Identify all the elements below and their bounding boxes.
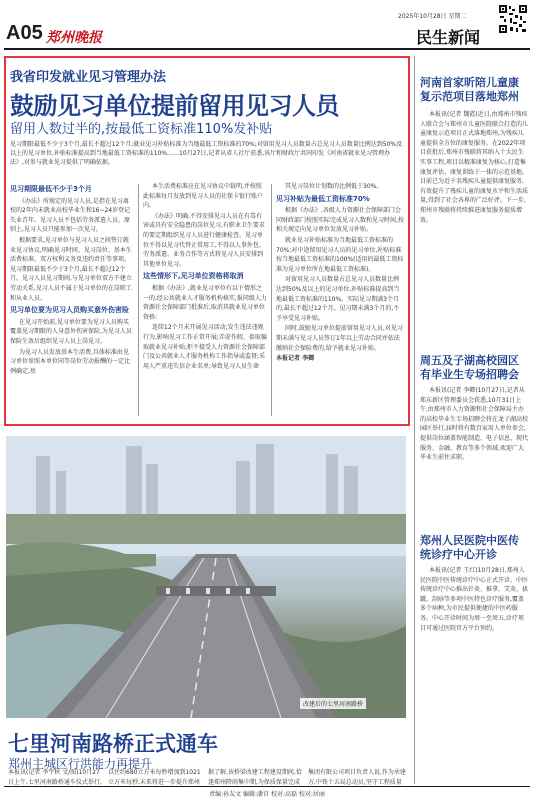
lead-column-2	[143, 182, 267, 420]
lead-paragraph-text: 《办法》明确,不得安排见习人员在有毒有害或具有安全隐患的岗位见习,有职业卫生要求的要定期组织见习人员进行健康检查。见习单位不得以见习代替正常用工,不得以人事外包、劳务派遣、业务合作等方式将见习人员安排到其他单位见习。	[143, 212, 265, 268]
bridge-column-4: 集团有限公司项目负责人说,作为承建方,中铁十五局总动员,坚守工程质量	[308, 769, 406, 786]
bridge-subhead: 郑州主城区行洪能力再提升	[8, 757, 153, 771]
right-story-2-title: 周五及子湖高校园区有毕业生专场招聘会	[420, 354, 519, 381]
lead-paragraph-text: 连续12个月未开展见习活动;发生违法违规行为,影响见习工作正常开展;弄虚作假、套取骗取就业见习补贴;拒不接受人力资源社会保障部门及公共就业人才服务机构工作指导或监督;采用人严重违失信企业名单;导致见习人员生命	[143, 324, 267, 370]
bridge-column-2: 以往约680立方米每秒增加到1021立方米每秒,未来将进一步提升郑州	[108, 769, 201, 786]
lead-paragraph-text: 在见习开始前,见习单位要为见习人员购买覆盖见习期限的人身意外伤害保险,为见习人员保险生效后组织见习人员上岗见习。	[10, 318, 132, 345]
photo-caption: 改建后的七里河南路桥	[300, 698, 366, 709]
lead-column-3	[276, 182, 404, 420]
lead-paragraph-text: 根据《办法》,就业见习单位有以下情形之一的,经公共就业人才服务机构核实,报同级人力资源社会保障部门批准后,取消其就业见习单位资格:	[143, 284, 267, 321]
lead-paragraph-text: 根据《办法》,各级人力资源社会保障部门会同财政部门按照实际完成见习人数和见习时间,按相关规定向见习单位发放见习补贴。	[276, 207, 404, 234]
lead-subhead: 留用人数过半的,按最低工资标准110%发补贴	[10, 122, 273, 137]
right-story-3-title: 郑州人民医院中医传统诊疗中心开诊	[420, 534, 519, 561]
lead-paragraph-text: 对留用见习人员数量占总见习人员数量比例达到50%及以上的见习单位,补贴标准提高到当地最低工资标准的110%。实际见习期满3个月的,最长不超过12个月。见习期未满3个月的,不予享受见习补贴。	[276, 276, 400, 322]
qr-code-icon	[498, 4, 528, 34]
issue-date: 2025年10月28日 星期二	[398, 13, 467, 20]
lead-paragraph-text: 本生活费标准应在见习协议中载明,并按照此标准每月发放到见习人员的社保卡银行账户内。	[143, 183, 264, 210]
lead-paragraph-text: 《办法》所规定的见习人员,是指在见习离校的2年内未就业高校毕业生和16~24岁登记失业青年。见习人员不包括劳务派遣人员。原则上,见习人员只能参加一次见习。	[10, 197, 131, 234]
lead-section-heading: 见习补贴为最低工资标准70%	[276, 194, 370, 203]
column-divider	[138, 184, 139, 416]
lead-kicker: 我省印发就业见习管理办法	[10, 70, 167, 85]
lead-headline: 鼓励见习单位提前留用见习人员	[10, 91, 339, 120]
lead-paragraph: 见习期限最低不少于3个月,最长不超过12个月;就业见习补贴标准为当地最低工资标准的70%;对留用见习人员数量占总见习人员数量比例达到50%及以上的见习单位,补贴标准提高到当地最低工资标准的110%……10月27日,记者从省人社厅获悉,该厅和财政厅共同印发《河南省就业见习管理办法》,对参与就业见习提供了明确依据。	[10, 141, 403, 166]
right-column-divider	[414, 56, 415, 784]
lead-paragraph-text: 根据要求,见习单位与见习人员之间签订就业见习协议,明确见习时间、见习岗位、基本生活费标准、双方权利义务及违约责任等事项。见习期限最低不少于3个月,最长不超过12个月。见习人员见习期间,与见习单位双方不建立劳动关系,见习人员不属于见习单位的在岗职工和从业人员。	[10, 236, 132, 302]
right-story-1-body: 本报讯(记者 魏霞)近日,由郑州市残疾人联合会与郑州市儿童医院联合打造的儿童康复示范项目正式落地郑州,为残疾儿童提供全方位的康复服务。在2022年项目获批后,郑州市残联将其纳入十大民生实事工程,项目以精准康复为核心,打造集康复评估、康复训练于一体的示范基地。目前已为近千名残疾儿童提供康复服务,有效提升了残疾儿童的康复水平和生活质量,得到了社会各界的广泛好评。下一步,郑州市残联将持续推进康复服务提质增效。	[420, 111, 528, 224]
right-story-1-title: 河南首家昕陪儿童康复示范项目落地郑州	[420, 76, 519, 103]
lead-section-heading: 见习单位要为见习人员购买意外伤害险	[10, 306, 129, 315]
newspaper-brand: 郑州晚报	[46, 30, 102, 46]
right-story-3-body: 本报讯(记者 王红)10月28日,郑州人民医院中医传统诊疗中心正式开诊。中医传统诊疗中心推出针灸、推拿、艾灸、拔罐、刮痧等多项中医特色诊疗服务,覆盖多个病种,为市民提供便捷的中医药服务。中心开诊时间为周一至周五,诊疗项目可通过医院官方平台预约。	[420, 567, 528, 632]
page-footer: 责编:孙友文 编辑:潘宫 校对:高磊 校对:居丽	[4, 786, 530, 798]
lead-section-heading: 见习期限最低不少于3个月	[10, 185, 92, 193]
lead-paragraph-text: 为见习人员发放基本生活费,具体标准由见习单位参照本单位同等岗位劳动报酬的一定比例确定,基	[10, 348, 131, 375]
bridge-photo	[6, 436, 406, 718]
lead-paragraph-text: 就业见习补贴标准为当地最低工资标准的70%;对中途留用见习人员的见习单位,补贴标准按当地最低工资标准的100%(适用的最低工资标准为见习单位所在地最低工资标准)。	[276, 236, 404, 273]
bridge-column-1: 本报讯(记者 李宇秋 文/图)10月27日上午,七里河南路桥通车仪式举行,	[8, 769, 102, 786]
lead-section-heading: 这些情形下,见习单位资格将取消	[143, 272, 244, 281]
lead-paragraph-text: 其见习岗位计划数的比例低于30%。	[285, 183, 383, 190]
byline: 本报记者 李卿	[276, 355, 315, 363]
bridge-column-3: 据了解,该桥梁改建工程建设期间,恰逢郑州降雨集中期,为保质保量完成	[208, 769, 302, 786]
masthead-rule	[4, 48, 530, 50]
column-divider	[271, 184, 272, 416]
right-story-2-body: 本报讯(记者 李卿)10月27日,记者从郑东新区管理委员会获悉,10月31日上午,由郑州市人力资源和社会保障局主办的高校毕业生专场招聘会将在龙子湖高校园区举行,届时将有数百家用人单位参会,提供岗位涵盖智能制造、电子信息、现代服务、金融、教育等多个领域,欢迎广大毕业生前往求职。	[420, 387, 528, 462]
page-code: A05	[6, 22, 43, 44]
section-title: 民生新闻	[416, 28, 481, 47]
lead-paragraph-text: 同时,鼓励见习单位提前留用见习人员,对见习期未满与见习人员签订1年以上劳动合同并依法缴纳社会保险费的,给予就业见习补贴。	[276, 325, 403, 352]
lead-column-1	[10, 182, 134, 420]
bridge-headline: 七里河南路桥正式通车	[8, 731, 218, 756]
bridge-photo-illustration	[6, 436, 406, 718]
